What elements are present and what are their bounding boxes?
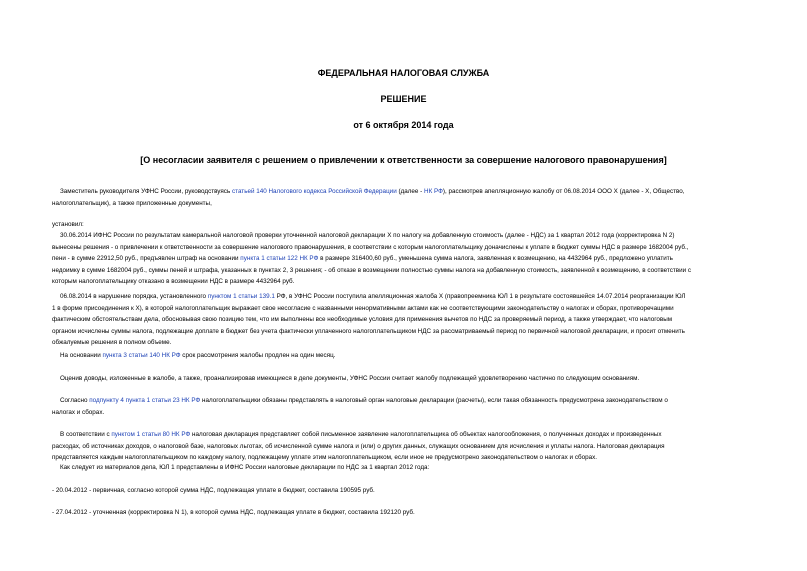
- text-row: налогах и сборах.: [52, 408, 105, 416]
- text-row: расходах, об источниках доходов, о налоговой базе, налоговых льготах, об исчисленной сумме налога и (или) о других данных, служащих основанием для исчисления и уплаты налога. Налоговая декларация: [52, 442, 665, 450]
- text-span: налоговая декларация представляет собой письменное заявление налогоплательщика об объектах налогообложения, о полученных доходах и произведенных: [190, 431, 662, 438]
- org-title: ФЕДЕРАЛЬНАЯ НАЛОГОВАЯ СЛУЖБА: [317, 68, 490, 78]
- text-span: ), рассмотрев апелляционную жалобу от 06.08.2014 ООО X (далее - X, Общество,: [442, 188, 685, 195]
- text-span: РФ, в УФНС России поступила апелляционная жалоба X (правопреемника ЮЛ 1 в результате состоявшейся 14.07.2014 реорганизации ЮЛ: [274, 293, 686, 300]
- doc-date: от 6 октября 2014 года: [353, 120, 454, 130]
- text-span: пени - в сумме 22912,50 руб., предъявлен штраф на основании: [52, 255, 241, 262]
- paragraph-appeal: [52, 291, 770, 349]
- text-span: (далее -: [396, 188, 425, 195]
- paragraph-declaration-1: [52, 485, 770, 497]
- link-article-140[interactable]: статьей 140 Налогового кодекса Российской Федерации: [231, 188, 397, 195]
- link-nk-rf[interactable]: НК РФ: [424, 188, 443, 195]
- text-span: 06.08.2014 в нарушение порядка, установленного: [60, 293, 208, 300]
- text-span: В соответствии с: [60, 431, 112, 438]
- text-row: 30.06.2014 ИФНС России по результатам камеральной налоговой проверки уточненной налоговой декларации X по налогу на добавленную стоимость (далее - НДС) за 1 квартал 2012 года (корректировка N 2): [60, 232, 675, 239]
- text-row: налогоплательщик), а также приложенные документы,: [52, 199, 212, 207]
- paragraph-extension: [52, 350, 770, 362]
- text-row: Оценив доводы, изложенные в жалобе, а также, проанализировав имеющиеся в деле документы, УФНС России считает жалобу подлежащей удовлетворению частично по следующим основаниям.: [60, 375, 640, 382]
- text-span: Согласно: [60, 397, 90, 404]
- link-article-140-p3[interactable]: пункта 3 статьи 140 НК РФ: [102, 352, 181, 359]
- paragraph-decision: [52, 230, 770, 288]
- link-article-80[interactable]: пунктом 1 статьи 80 НК РФ: [111, 431, 191, 438]
- text-row: фактическим обстоятельствам дела, обосновывая свою позицию тем, что им выполнены все необходимые условия для применения вычетов по НДС за проверяемый период, а также утверждает, что налоговым: [52, 316, 673, 323]
- text-span: срок рассмотрения жалобы продлен на один месяц.: [180, 352, 336, 359]
- text-row: органом исчислены суммы налога, подлежащие доплате в бюджет без учета фактически уплаченного налогоплательщиком НДС за рассматриваемый период по первичной налоговой декларации, и просит отменить: [52, 327, 685, 335]
- link-article-122[interactable]: пункта 1 статьи 122 НК РФ: [240, 255, 319, 262]
- text-row: представляется каждым налогоплательщиком по каждому налогу, подлежащему уплате этим налогоплательщиком, если иное не предусмотрено законодательством о налогах и сборах.: [52, 454, 597, 461]
- paragraph-article-23: [52, 395, 770, 418]
- paragraph-declarations: [52, 462, 770, 474]
- paragraph-declaration-2: [52, 507, 770, 519]
- link-article-23[interactable]: подпункту 4 пункта 1 статьи 23 НК РФ: [89, 397, 201, 404]
- text-span: налогоплательщики обязаны представлять в налоговый орган налоговые декларации (расчеты), если такая обязанность предусмотрена законодательством о: [200, 397, 668, 404]
- text-row: вынесены решения - о привлечении к ответственности за совершение налогового правонарушения, в соответствии с которым налогоплательщику доначислены к уплате в бюджет суммы НДС в размере 1682004 руб.,: [52, 243, 689, 251]
- paragraph-article-80: [52, 429, 770, 464]
- link-article-139-1[interactable]: пунктом 1 статьи 139.1: [207, 293, 275, 300]
- text-span: Заместитель руководителя УФНС России, руководствуясь: [60, 188, 232, 195]
- text-row: которым налогоплательщику отказано в возмещении НДС в размере 4432964 руб.: [52, 278, 295, 285]
- text-row: - 27.04.2012 - уточненная (корректировка N 1), в которой сумма НДС, подлежащая уплате в бюджет, составила 192120 руб.: [52, 509, 415, 516]
- text-row: - 20.04.2012 - первичная, согласно которой сумма НДС, подлежащая уплате в бюджет, составила 190595 руб.: [52, 487, 375, 494]
- doc-type-title: РЕШЕНИЕ: [380, 94, 427, 104]
- text-row: 1 в форме присоединения к X), в которой налогоплательщик выражает свое несогласие с названными ненормативными актами как не соответствующими законодательству о налогах и сборах, противоречащими: [52, 304, 674, 312]
- text-row: обжалуемые решения в полном объеме.: [52, 339, 172, 346]
- text-span: На основании: [60, 352, 103, 359]
- text-span: в размере 316400,60 руб., уменьшена сумма налога, заявленная к возмещению, на 4432964 руб., предложено уплатить: [318, 255, 673, 262]
- established-label: установил:: [52, 221, 84, 228]
- text-row: Как следует из материалов дела, ЮЛ 1 представлены в ИФНС России налоговые декларации по НДС за 1 квартал 2012 года:: [60, 464, 430, 471]
- doc-subject: [О несогласии заявителя с решением о привлечении к ответственности за совершение налогового правонарушения]: [140, 155, 667, 165]
- paragraph-assessment: [52, 373, 770, 385]
- intro-paragraph: [52, 186, 770, 209]
- text-row: недоимку в сумме 1682004 руб., суммы пеней и штрафа, указанных в пунктах 2, 3 решения; - об отказе в возмещении полностью суммы налога на добавленную стоимость, заявленной к возмещению, в соответствии с: [52, 266, 692, 274]
